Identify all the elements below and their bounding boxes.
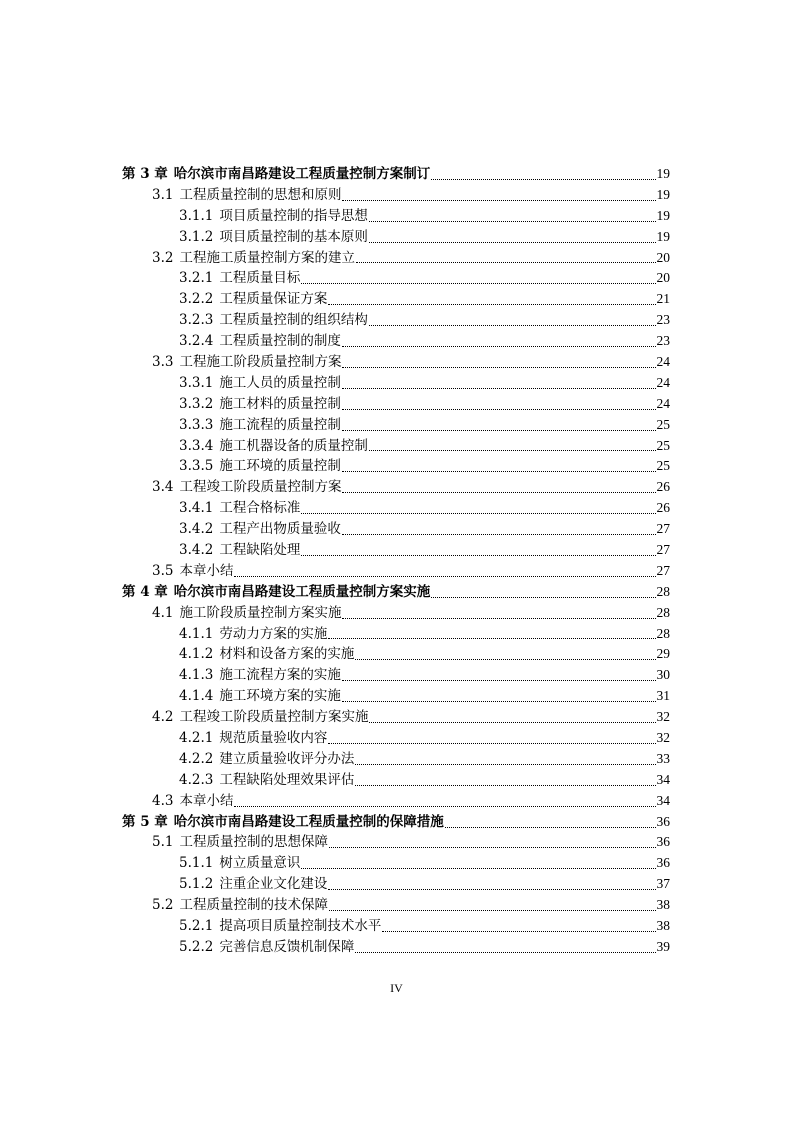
toc-entry-number: 3.2.4	[179, 333, 214, 350]
dot-leader	[234, 576, 655, 577]
toc-entry-number: 3.4.2	[179, 542, 214, 559]
toc-entry-page: 21	[656, 291, 670, 307]
toc-entry-title: 施工阶段质量控制方案实施	[179, 604, 342, 621]
toc-entry-page: 34	[656, 771, 670, 787]
toc-entry-number: 3.2	[152, 249, 174, 266]
dot-leader	[328, 743, 655, 744]
toc-entry-title: 项目质量控制的基本原则	[219, 228, 368, 245]
toc-entry-number: 5.1.1	[179, 855, 214, 872]
toc-entry-title: 施工材料的质量控制	[219, 395, 341, 412]
toc-entry-page: 24	[656, 374, 670, 390]
toc-chapter-entry[interactable]	[122, 812, 670, 833]
toc-entry-page: 19	[656, 207, 670, 223]
toc-entry-number: 5.2.2	[179, 938, 214, 955]
toc-section-entry[interactable]	[122, 937, 670, 958]
dot-leader	[342, 680, 656, 681]
toc-entry-number: 3.3	[152, 354, 174, 370]
dot-leader	[342, 200, 655, 201]
dot-leader	[355, 764, 655, 765]
dot-leader	[342, 367, 655, 368]
dot-leader	[431, 597, 655, 598]
toc-section-entry[interactable]	[122, 456, 670, 477]
toc-entry-number: 5.1.2	[179, 876, 214, 893]
toc-entry-title: 哈尔滨市南昌路建设工程质量控制的保障措施	[173, 813, 444, 830]
toc-entry-title: 施工流程的质量控制	[219, 416, 341, 433]
toc-entry-number: 5.2.1	[179, 918, 214, 935]
toc-entry-title: 工程竣工阶段质量控制方案	[179, 479, 342, 496]
dot-leader	[431, 179, 655, 180]
toc-entry-title: 施工人员的质量控制	[219, 374, 341, 391]
toc-entry-page: 38	[656, 918, 670, 934]
toc-entry-title: 施工机器设备的质量控制	[219, 437, 368, 454]
toc-section-entry[interactable]	[122, 895, 670, 916]
dot-leader	[342, 409, 656, 410]
toc-entry-number: 第 5 章	[122, 813, 168, 830]
toc-entry-page: 32	[656, 730, 670, 746]
toc-entry-number: 4.2.1	[179, 730, 214, 747]
toc-entry-title: 哈尔滨市南昌路建设工程质量控制方案实施	[173, 583, 431, 600]
toc-entry-page: 39	[656, 938, 670, 954]
toc-section-entry[interactable]	[122, 540, 670, 561]
toc-entry-number: 3.1	[152, 186, 174, 203]
toc-entry-title: 工程质量控制的制度	[219, 333, 341, 350]
dot-leader	[329, 910, 656, 911]
toc-entry-page: 28	[656, 583, 670, 599]
toc-section-entry[interactable]	[122, 268, 670, 289]
dot-leader	[234, 806, 655, 807]
toc-section-entry[interactable]	[122, 874, 670, 895]
toc-section-entry[interactable]	[122, 289, 670, 310]
toc-entry-page: 27	[656, 542, 670, 558]
toc-entry-title: 工程质量目标	[219, 270, 301, 287]
dot-leader	[445, 827, 656, 828]
toc-entry-page: 37	[656, 876, 670, 892]
toc-entry-page: 24	[656, 395, 670, 411]
dot-leader	[369, 722, 655, 723]
toc-chapter-entry[interactable]	[122, 164, 670, 185]
toc-entry-page: 26	[656, 500, 670, 516]
toc-section-entry[interactable]	[122, 310, 670, 331]
toc-entry-page: 23	[656, 312, 670, 328]
toc-section-entry[interactable]	[122, 519, 670, 540]
dot-leader	[301, 513, 655, 514]
toc-entry-number: 第 3 章	[122, 165, 168, 182]
toc-entry-number: 4.1.1	[179, 625, 214, 642]
dot-leader	[342, 430, 656, 431]
toc-entry-title: 工程产出物质量验收	[219, 521, 341, 538]
toc-entry-title: 树立质量意识	[219, 855, 301, 872]
toc-entry-number: 第 4 章	[122, 583, 168, 600]
toc-section-entry[interactable]	[122, 686, 670, 707]
dot-leader	[342, 388, 656, 389]
dot-leader	[328, 889, 655, 890]
dot-leader	[342, 701, 656, 702]
toc-section-entry[interactable]	[122, 833, 670, 854]
toc-entry-title: 施工环境的质量控制	[219, 458, 341, 475]
dot-leader	[369, 325, 656, 326]
dot-leader	[356, 262, 656, 263]
toc-section-entry[interactable]	[122, 477, 670, 498]
toc-entry-title: 工程质量保证方案	[219, 291, 328, 308]
toc-entry-number: 3.5	[152, 562, 174, 579]
toc-entry-page: 31	[656, 688, 670, 704]
dot-leader	[355, 952, 655, 953]
toc-entry-page: 26	[656, 479, 670, 495]
toc-entry-page: 30	[656, 667, 670, 683]
toc-entry-page: 24	[656, 354, 670, 369]
dot-leader	[342, 471, 656, 472]
toc-entry-number: 3.4.1	[179, 500, 214, 517]
toc-chapter-entry[interactable]	[122, 582, 670, 603]
toc-entry-title: 本章小结	[179, 562, 234, 579]
toc-entry-title: 工程合格标准	[219, 500, 301, 517]
toc-entry-title: 材料和设备方案的实施	[219, 646, 355, 663]
toc-entry-title: 工程缺陷处理效果评估	[219, 771, 355, 788]
toc-section-entry[interactable]	[122, 436, 670, 457]
toc-entry-title: 工程施工质量控制方案的建立	[179, 249, 355, 266]
toc-entry-number: 4.1	[152, 604, 174, 621]
toc-entry-title: 规范质量验收内容	[219, 730, 328, 747]
toc-section-entry[interactable]	[122, 227, 670, 248]
toc-entry-title: 工程竣工阶段质量控制方案实施	[179, 709, 369, 726]
toc-entry-number: 3.2.3	[179, 312, 214, 329]
toc-entry-number: 4.3	[152, 792, 174, 809]
toc-section-entry[interactable]	[122, 352, 670, 373]
toc-entry-number: 3.3.5	[179, 458, 214, 475]
toc-entry-number: 3.1.1	[179, 207, 214, 224]
dot-leader	[355, 785, 655, 786]
toc-entry-page: 20	[656, 270, 670, 286]
toc-entry-page: 25	[656, 458, 670, 474]
toc-entry-title: 工程质量控制的组织结构	[219, 312, 368, 329]
toc-entry-page: 29	[656, 646, 670, 662]
toc-section-entry[interactable]	[122, 624, 670, 645]
toc-entry-page: 27	[656, 521, 670, 537]
toc-entry-number: 3.3.1	[179, 374, 214, 391]
toc-entry-title: 劳动力方案的实施	[219, 625, 328, 642]
toc-entry-number: 5.1	[152, 834, 174, 851]
toc-section-entry[interactable]	[122, 791, 670, 812]
toc-entry-page: 23	[656, 333, 670, 349]
toc-entry-number: 4.1.2	[179, 646, 214, 663]
toc-entry-page: 33	[656, 750, 670, 766]
toc-entry-title: 工程施工阶段质量控制方案	[179, 354, 342, 370]
toc-section-entry[interactable]	[122, 248, 670, 269]
toc-entry-title: 项目质量控制的指导思想	[219, 207, 368, 224]
dot-leader	[369, 242, 656, 243]
toc-entry-page: 20	[656, 249, 670, 265]
toc-section-entry[interactable]	[122, 206, 670, 227]
page-number: IV	[390, 981, 403, 995]
dot-leader	[329, 847, 656, 848]
toc-entry-title: 建立质量验收评分办法	[219, 750, 355, 767]
toc-section-entry[interactable]	[122, 603, 670, 624]
toc-section-entry[interactable]	[122, 707, 670, 728]
toc-section-entry[interactable]	[122, 561, 670, 582]
toc-entry-page: 36	[656, 855, 670, 871]
toc-section-entry[interactable]	[122, 331, 670, 352]
toc-entry-page: 36	[656, 834, 670, 850]
toc-entry-page: 19	[656, 228, 670, 244]
toc-entry-number: 3.4	[152, 479, 174, 496]
dot-leader	[342, 618, 655, 619]
toc-entry-number: 4.1.3	[179, 667, 214, 684]
dot-leader	[301, 555, 655, 556]
toc-entry-number: 3.4.2	[179, 521, 214, 538]
toc-entry-title: 工程质量控制的技术保障	[179, 897, 328, 914]
toc-entry-title: 完善信息反馈机制保障	[219, 938, 355, 955]
toc-entry-number: 3.2.1	[179, 270, 214, 287]
toc-section-entry[interactable]	[122, 373, 670, 394]
toc-entry-number: 3.3.4	[179, 437, 214, 454]
toc-section-entry[interactable]	[122, 916, 670, 937]
toc-section-entry[interactable]	[122, 770, 670, 791]
toc-entry-page: 32	[656, 709, 670, 725]
toc-section-entry[interactable]	[122, 185, 670, 206]
dot-leader	[382, 931, 655, 932]
toc-entry-title: 工程质量控制的思想和原则	[179, 186, 342, 203]
toc-entry-number: 4.2.3	[179, 771, 214, 788]
toc-entry-page: 38	[656, 897, 670, 913]
toc-entry-number: 3.3.3	[179, 416, 214, 433]
toc-entry-page: 19	[656, 165, 670, 181]
dot-leader	[328, 638, 655, 639]
toc-section-entry[interactable]	[122, 394, 670, 415]
dot-leader	[301, 868, 655, 869]
table-of-contents	[122, 164, 670, 958]
toc-entry-number: 3.3.2	[179, 395, 214, 412]
toc-entry-number: 4.2	[152, 709, 174, 726]
dot-leader	[328, 304, 655, 305]
dot-leader	[369, 221, 656, 222]
dot-leader	[301, 283, 655, 284]
toc-section-entry[interactable]	[122, 728, 670, 749]
toc-entry-title: 施工流程方案的实施	[219, 667, 341, 684]
toc-section-entry[interactable]	[122, 749, 670, 770]
dot-leader	[342, 534, 656, 535]
toc-entry-title: 施工环境方案的实施	[219, 688, 341, 705]
dot-leader	[342, 346, 656, 347]
toc-entry-number: 4.1.4	[179, 688, 214, 705]
toc-entry-number: 4.2.2	[179, 750, 214, 767]
toc-entry-page: 34	[656, 792, 670, 808]
toc-section-entry[interactable]	[122, 498, 670, 519]
toc-entry-page: 25	[656, 416, 670, 432]
toc-entry-title: 工程质量控制的思想保障	[179, 834, 328, 851]
toc-entry-number: 5.2	[152, 897, 174, 914]
toc-entry-number: 3.2.2	[179, 291, 214, 308]
toc-entry-title: 工程缺陷处理	[219, 542, 301, 559]
toc-section-entry[interactable]	[122, 644, 670, 665]
toc-entry-number: 3.1.2	[179, 228, 214, 245]
dot-leader	[369, 450, 656, 451]
toc-entry-page: 28	[656, 625, 670, 641]
toc-entry-page: 27	[656, 562, 670, 578]
toc-entry-page: 25	[656, 437, 670, 453]
toc-entry-page: 28	[656, 604, 670, 620]
toc-entry-title: 提高项目质量控制技术水平	[219, 918, 382, 935]
toc-entry-title: 本章小结	[179, 792, 234, 809]
toc-entry-page: 36	[656, 813, 670, 829]
toc-entry-title: 注重企业文化建设	[219, 876, 328, 893]
dot-leader	[355, 659, 655, 660]
toc-section-entry[interactable]	[122, 415, 670, 436]
dot-leader	[342, 492, 655, 493]
toc-section-entry[interactable]	[122, 853, 670, 874]
toc-entry-title: 哈尔滨市南昌路建设工程质量控制方案制订	[173, 165, 431, 182]
toc-entry-page: 19	[656, 186, 670, 202]
toc-section-entry[interactable]	[122, 665, 670, 686]
